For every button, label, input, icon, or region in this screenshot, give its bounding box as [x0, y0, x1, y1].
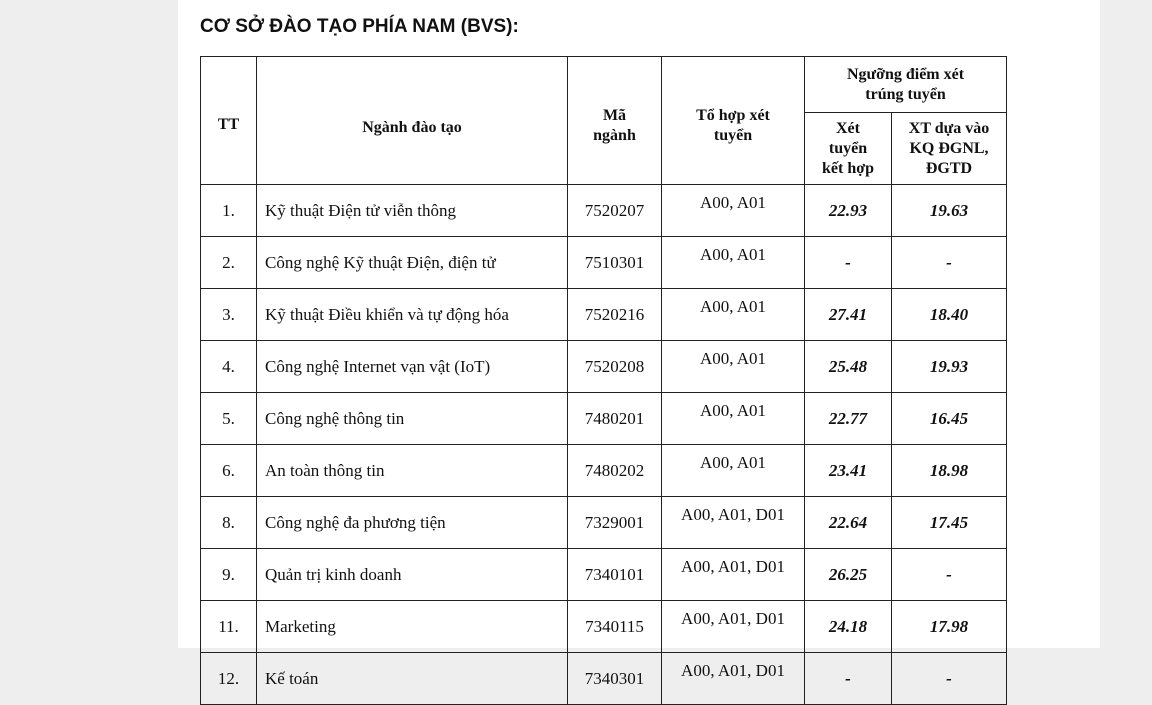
table-row	[201, 601, 1007, 653]
cell-tt: 6.	[201, 445, 257, 497]
cell-combo: A00, A01	[662, 185, 805, 237]
cell-combo: A00, A01	[662, 289, 805, 341]
cell-score-dgnl: 19.93	[892, 341, 1007, 393]
cell-score-dgnl: 17.98	[892, 601, 1007, 653]
cell-major: Kế toán	[257, 653, 568, 705]
header-major-label: Ngành đào tạo	[362, 119, 462, 136]
table-row	[201, 497, 1007, 549]
header-code	[568, 57, 662, 185]
header-score-combined	[805, 113, 892, 185]
cell-score-combined: 22.93	[805, 185, 892, 237]
cell-tt: 8.	[201, 497, 257, 549]
header-major	[257, 57, 568, 185]
cell-major: Marketing	[257, 601, 568, 653]
cell-score-dgnl: 18.40	[892, 289, 1007, 341]
cell-code: 7520216	[568, 289, 662, 341]
header-tt	[201, 57, 257, 185]
header-threshold-group	[805, 57, 1007, 113]
header-code-line2: ngành	[593, 126, 636, 144]
header-sub1-line3: kết hợp	[822, 159, 874, 177]
cell-tt: 2.	[201, 237, 257, 289]
cell-score-dgnl: -	[892, 653, 1007, 705]
header-group-line2: trúng tuyển	[865, 85, 946, 103]
cell-code: 7480202	[568, 445, 662, 497]
cell-tt: 4.	[201, 341, 257, 393]
cell-combo: A00, A01	[662, 237, 805, 289]
table-row	[201, 549, 1007, 601]
cell-code: 7480201	[568, 393, 662, 445]
cell-tt: 3.	[201, 289, 257, 341]
header-combo-line1: Tổ hợp xét	[696, 106, 770, 124]
cell-code: 7340301	[568, 653, 662, 705]
cell-code: 7340101	[568, 549, 662, 601]
cell-score-dgnl: 19.63	[892, 185, 1007, 237]
header-sub2-line2: KQ ĐGNL,	[909, 139, 989, 157]
header-combo	[662, 57, 805, 185]
header-sub2-line1: XT dựa vào	[908, 119, 990, 137]
cell-score-combined: -	[805, 653, 892, 705]
table-row	[201, 341, 1007, 393]
cell-major: An toàn thông tin	[257, 445, 568, 497]
cell-score-dgnl: 16.45	[892, 393, 1007, 445]
section-heading: CƠ SỞ ĐÀO TẠO PHÍA NAM (BVS):	[200, 16, 519, 37]
header-sub1-line1: Xét	[836, 119, 860, 137]
cell-score-dgnl: 17.45	[892, 497, 1007, 549]
table-row	[201, 445, 1007, 497]
cell-major: Công nghệ thông tin	[257, 393, 568, 445]
cell-tt: 1.	[201, 185, 257, 237]
cell-combo: A00, A01, D01	[662, 549, 805, 601]
cell-score-dgnl: -	[892, 549, 1007, 601]
cell-code: 7520208	[568, 341, 662, 393]
header-sub2-line3: ĐGTD	[925, 159, 973, 177]
table-row	[201, 393, 1007, 445]
table-row	[201, 653, 1007, 705]
cell-score-combined: -	[805, 237, 892, 289]
cell-code: 7520207	[568, 185, 662, 237]
cell-score-combined: 23.41	[805, 445, 892, 497]
cell-score-combined: 22.64	[805, 497, 892, 549]
header-code-line1: Mã	[602, 106, 627, 124]
cell-combo: A00, A01	[662, 393, 805, 445]
table-row	[201, 185, 1007, 237]
cell-score-dgnl: -	[892, 237, 1007, 289]
cell-combo: A00, A01, D01	[662, 601, 805, 653]
header-score-dgnl	[892, 113, 1007, 185]
cell-major: Kỹ thuật Điện tử viễn thông	[257, 185, 568, 237]
cell-code: 7510301	[568, 237, 662, 289]
cell-code: 7329001	[568, 497, 662, 549]
cell-tt: 5.	[201, 393, 257, 445]
admission-score-table	[200, 56, 1007, 705]
document-page	[178, 0, 1100, 688]
cell-major: Công nghệ Internet vạn vật (IoT)	[257, 341, 568, 393]
cell-tt: 11.	[201, 601, 257, 653]
header-group-line1: Ngưỡng điểm xét	[846, 65, 965, 83]
header-sub1-line2: tuyển	[828, 139, 868, 157]
cell-score-combined: 26.25	[805, 549, 892, 601]
cell-score-combined: 25.48	[805, 341, 892, 393]
table-row	[201, 289, 1007, 341]
cell-combo: A00, A01, D01	[662, 497, 805, 549]
cell-score-combined: 22.77	[805, 393, 892, 445]
cell-major: Công nghệ Kỹ thuật Điện, điện tử	[257, 237, 568, 289]
table-row	[201, 237, 1007, 289]
cell-combo: A00, A01	[662, 341, 805, 393]
cell-score-combined: 24.18	[805, 601, 892, 653]
cell-tt: 9.	[201, 549, 257, 601]
cell-major: Quản trị kinh doanh	[257, 549, 568, 601]
cell-major: Công nghệ đa phương tiện	[257, 497, 568, 549]
cell-combo: A00, A01, D01	[662, 653, 805, 705]
cell-code: 7340115	[568, 601, 662, 653]
header-tt-label: TT	[217, 116, 240, 133]
cell-tt: 12.	[201, 653, 257, 705]
cell-combo: A00, A01	[662, 445, 805, 497]
cell-score-dgnl: 18.98	[892, 445, 1007, 497]
cell-score-combined: 27.41	[805, 289, 892, 341]
header-combo-line2: tuyển	[713, 126, 753, 144]
cell-major: Kỹ thuật Điều khiển và tự động hóa	[257, 289, 568, 341]
